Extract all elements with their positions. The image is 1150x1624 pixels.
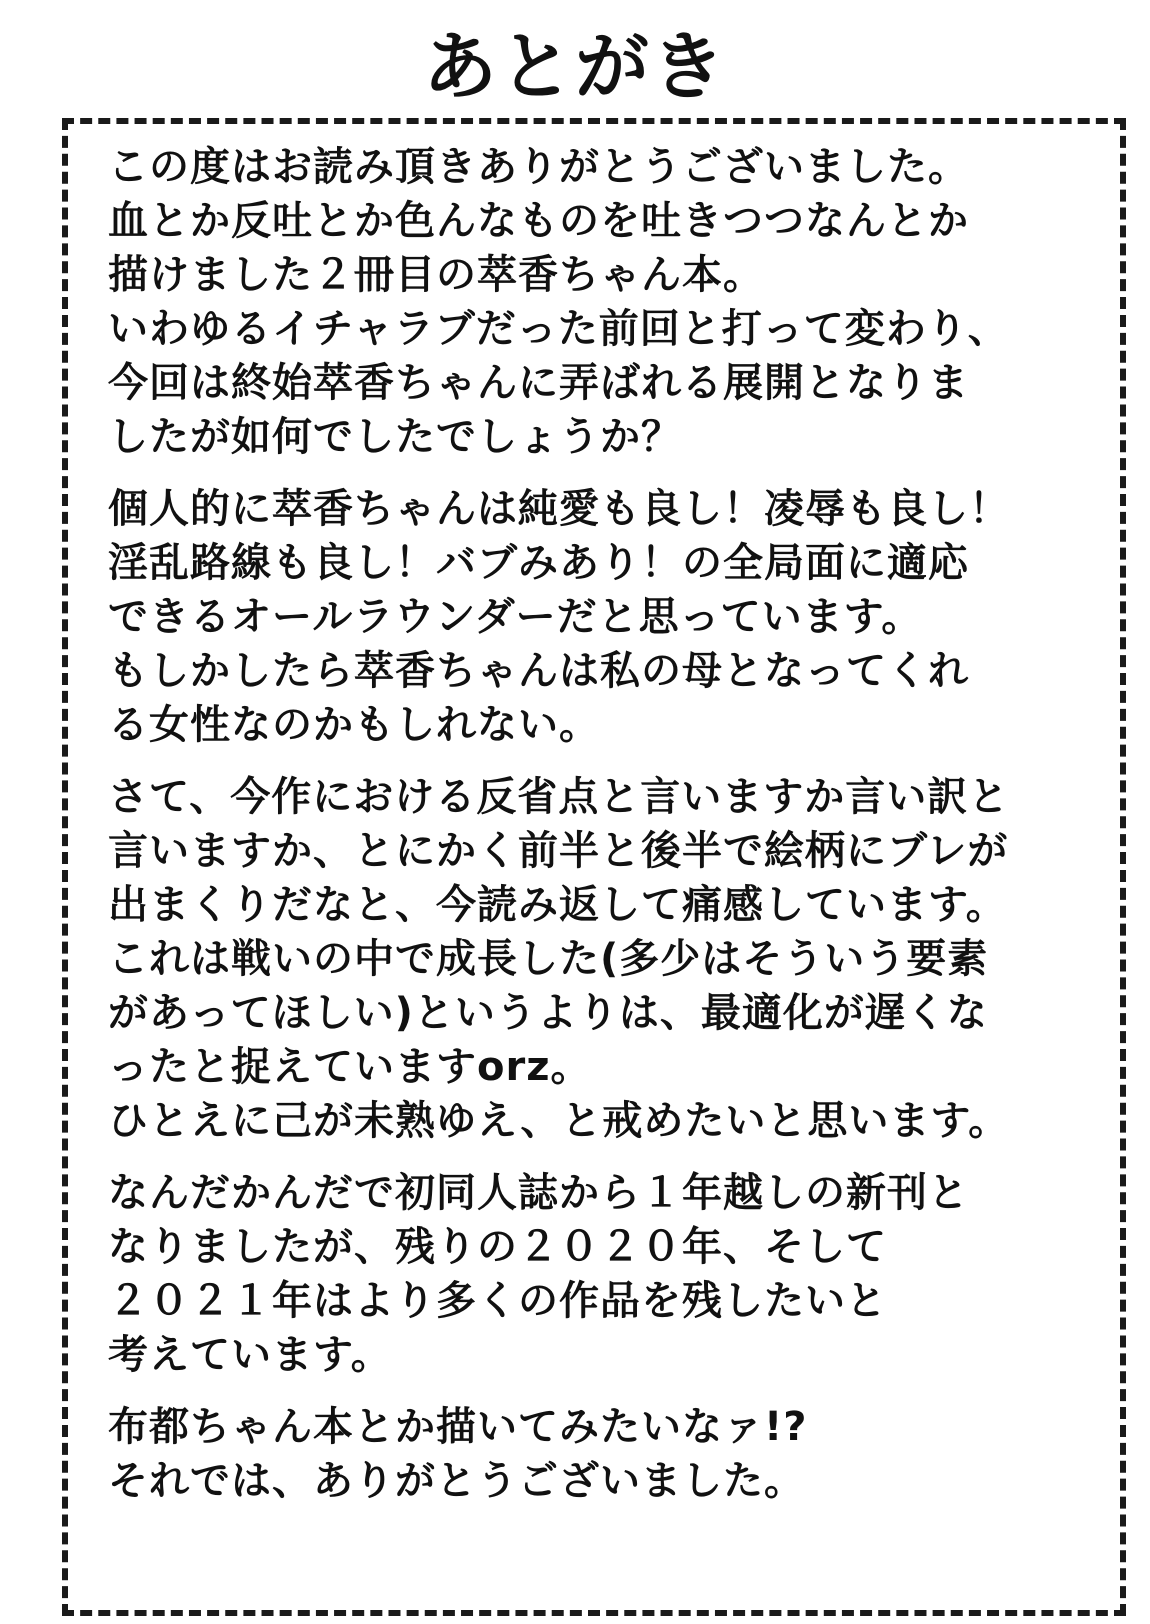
text-line: この度はお読み頂きありがとうございました。: [108, 144, 969, 190]
text-line: 今回は終始萃香ちゃんに弄ばれる展開となりま: [108, 360, 969, 406]
paragraph-future: [108, 1166, 1108, 1382]
text-line: ひとえに己が未熟ゆえ、と戒めたいと思います。: [108, 1098, 1010, 1144]
paragraph-opinion: [108, 482, 1108, 752]
text-line: 淫乱路線も良し！バブみあり！の全局面に適応: [108, 540, 969, 586]
text-line: できるオールラウンダーだと思っています。: [108, 594, 923, 640]
text-line: それでは、ありがとうございました。: [108, 1458, 805, 1504]
page-title: あとがき: [423, 24, 727, 110]
afterword-body: [108, 140, 1108, 1526]
text-line: 描けました２冊目の萃香ちゃん本。: [108, 252, 764, 298]
text-line: もしかしたら萃香ちゃんは私の母となってくれ: [108, 648, 969, 694]
paragraph-thanks: [108, 140, 1108, 464]
text-line: さて、今作における反省点と言いますか言い訳と: [108, 774, 1010, 820]
text-line: 言いますか、とにかく前半と後半で絵柄にブレが: [108, 828, 1009, 874]
text-line: 布都ちゃん本とか描いてみたいなァ!?: [108, 1404, 808, 1450]
text-line: これは戦いの中で成長した(多少はそういう要素: [108, 936, 989, 982]
text-line: 血とか反吐とか色んなものを吐きつつなんとか: [108, 198, 969, 244]
paragraph-reflection: [108, 770, 1108, 1148]
text-line: したが如何でしたでしょうか？: [108, 414, 682, 460]
paragraph-closing: [108, 1400, 1108, 1508]
text-line: いわゆるイチャラブだった前回と打って変わり、: [108, 306, 1009, 352]
text-line: なんだかんだで初同人誌から１年越しの新刊と: [108, 1170, 969, 1216]
text-line: 考えています。: [108, 1332, 392, 1378]
text-line: 個人的に萃香ちゃんは純愛も良し！凌辱も良し！: [108, 486, 1010, 532]
text-line: 出まくりだなと、今読み返して痛感しています。: [108, 882, 1007, 928]
text-line: なりましたが、残りの２０２０年、そして: [108, 1224, 887, 1270]
text-line: があってほしい)というよりは、最適化が遅くな: [108, 990, 988, 1036]
text-line: ２０２１年はより多くの作品を残したいと: [108, 1278, 887, 1324]
text-line: る女性なのかもしれない。: [108, 702, 600, 748]
text-line: ったと捉えていますorz。: [108, 1044, 592, 1090]
